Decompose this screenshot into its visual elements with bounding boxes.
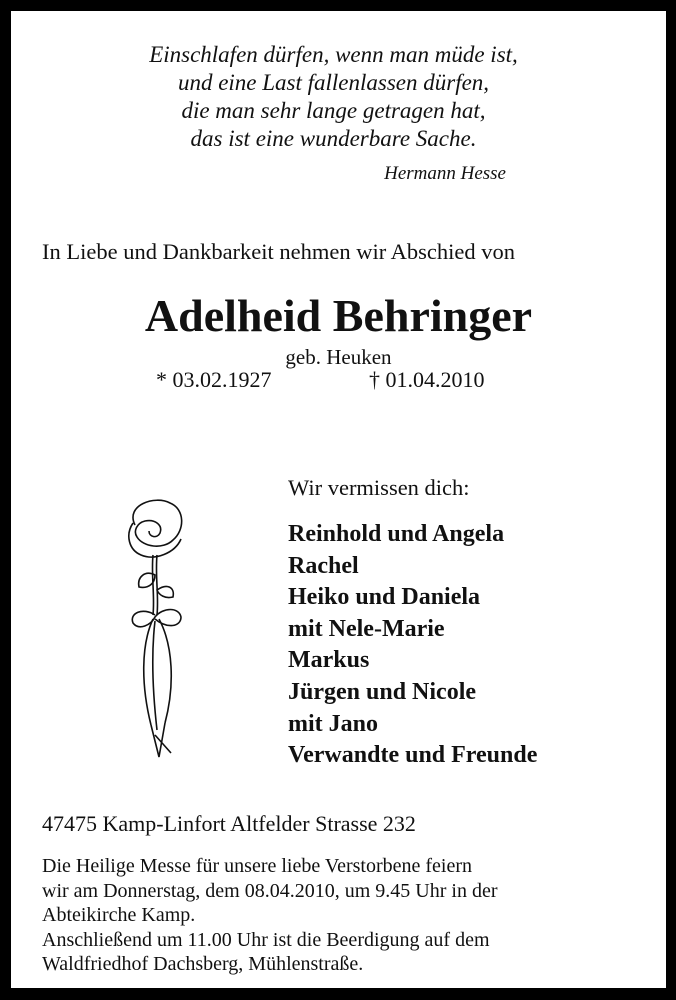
quote-line: Einschlafen dürfen, wenn man müde ist, [149, 42, 518, 67]
mourners-heading: Wir vermissen dich: [288, 475, 470, 500]
quote-line: das ist eine wunderbare Sache. [190, 126, 477, 151]
service-line: Waldfriedhof Dachsberg, Mühlenstraße. [42, 953, 364, 975]
intro-text: In Liebe und Dankbarkeit nehmen wir Abschied von [42, 239, 515, 264]
mourner-name: Markus [288, 647, 370, 674]
mourner-name: Jürgen und Nicole [288, 678, 477, 705]
service-line: Die Heilige Messe für unsere liebe Verstorbene feiern [42, 855, 473, 877]
mourners-list [288, 519, 537, 772]
mourner-name: mit Jano [288, 710, 378, 737]
service-line: Abteikirche Kamp. [42, 904, 196, 926]
mourner-name: Rachel [288, 552, 359, 579]
death-date: † 01.04.2010 [369, 367, 485, 392]
service-line: wir am Donnerstag, dem 08.04.2010, um 9.45 Uhr in der [42, 879, 498, 902]
quote-author: Hermann Hesse [384, 163, 506, 184]
mourner-name: Heiko und Daniela [288, 584, 481, 611]
mourner-name: Reinhold und Angela [288, 521, 505, 547]
mourner-name: mit Nele-Marie [288, 615, 445, 642]
funeral-service-info [42, 854, 497, 977]
maiden-name: geb. Heuken [285, 345, 392, 369]
mourner-name: Verwandte und Freunde [288, 742, 538, 769]
birth-date: * 03.02.1927 [156, 367, 272, 392]
quote-line: die man sehr lange getragen hat, [181, 98, 486, 123]
obituary-notice [11, 11, 666, 988]
service-line: Anschließend um 11.00 Uhr ist die Beerdigung auf dem [42, 928, 490, 951]
deceased-name: Adelheid Behringer [144, 290, 533, 341]
rose-icon [115, 495, 195, 765]
quote-line: und eine Last fallenlassen dürfen, [177, 70, 490, 95]
family-address: 47475 Kamp-Linfort Altfelder Strasse 232 [42, 811, 416, 836]
poem-quote [11, 41, 666, 153]
